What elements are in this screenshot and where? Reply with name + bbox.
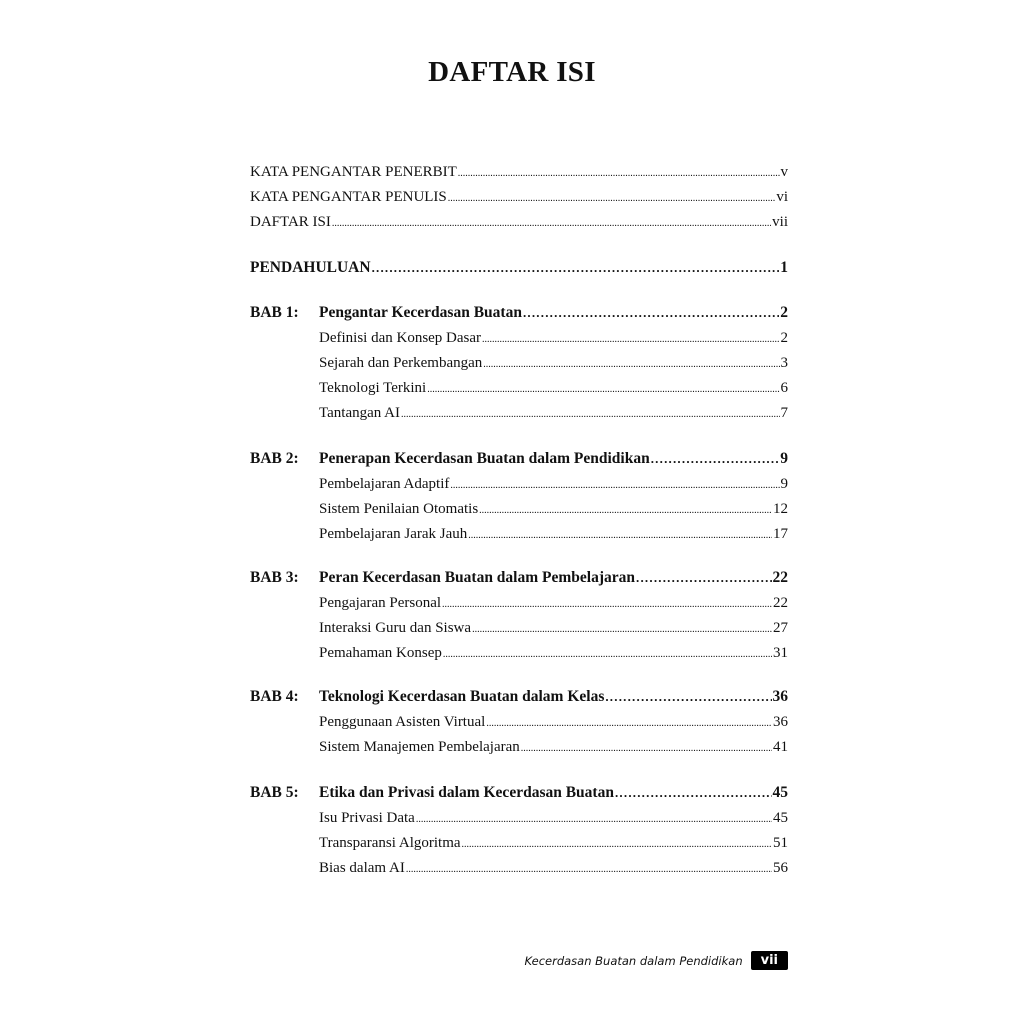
toc-entry-page: 7 [780,405,788,421]
dot-leader [401,403,779,425]
toc-entry-page: vi [776,189,788,205]
toc-entry-label: Sejarah dan Perkembangan [319,355,483,371]
dot-leader [462,833,772,855]
dot-leader [332,212,771,234]
toc-entry-label: Teknologi Terkini [319,380,427,396]
toc-section-entry[interactable] [319,737,788,757]
toc-entry-label: Transparansi Algoritma [319,835,461,851]
chapter-number: BAB 4: [250,688,299,705]
dot-leader [372,258,780,278]
toc-entry-label: Pemahaman Konsep [319,645,442,661]
dot-leader [406,858,772,880]
dot-leader [443,643,772,665]
toc-entry-page: 6 [780,380,788,396]
dot-leader [479,499,772,521]
toc-section-entry[interactable] [319,618,788,638]
toc-entry[interactable] [250,212,788,232]
toc-entry-page: v [780,164,788,180]
dot-leader [605,687,771,707]
toc-entry-intro[interactable] [250,258,788,278]
chapter-number: BAB 1: [250,304,299,321]
toc-section-entry[interactable] [319,378,788,398]
chapter-number: BAB 3: [250,569,299,586]
toc-entry-label: Pengajaran Personal [319,595,442,611]
dot-leader [450,474,779,496]
dot-leader [472,618,772,640]
toc-entry-page: 36 [773,714,788,730]
toc-chapter-entry[interactable] [319,303,788,323]
toc-entry-page: 56 [773,860,788,876]
toc-chapter-entry[interactable] [319,783,788,803]
toc-entry-label: Pembelajaran Jarak Jauh [319,526,468,542]
toc-entry-page: 3 [780,355,788,371]
page-title: DAFTAR ISI [428,56,596,88]
toc-entry-page: 9 [780,450,788,467]
toc-section-entry[interactable] [319,328,788,348]
dot-leader [523,303,779,323]
dot-leader [521,737,772,759]
toc-entry-page: 27 [773,620,788,636]
dot-leader [427,378,779,400]
dot-leader [486,712,772,734]
dot-leader [416,808,772,830]
toc-section-entry[interactable] [319,712,788,732]
toc-entry-label: KATA PENGANTAR PENERBIT [250,164,457,180]
toc-chapter-entry[interactable] [319,568,788,588]
toc-entry-label: Tantangan AI [319,405,401,421]
dot-leader [468,524,772,546]
toc-entry-page: 2 [780,304,788,321]
toc-entry-label: Definisi dan Konsep Dasar [319,330,482,346]
toc-entry-label: Isu Privasi Data [319,810,415,826]
toc-chapter-entry[interactable] [319,687,788,707]
toc-entry-label: PENDAHULUAN [250,259,371,276]
toc-entry-page: 22 [773,595,788,611]
toc-section-entry[interactable] [319,403,788,423]
toc-section-entry[interactable] [319,474,788,494]
toc-entry[interactable] [250,162,788,182]
dot-leader [483,353,779,375]
toc-entry[interactable] [250,187,788,207]
toc-section-entry[interactable] [319,833,788,853]
dot-leader [458,162,780,184]
toc-entry-page: 17 [773,526,788,542]
toc-entry-label: Teknologi Kecerdasan Buatan dalam Kelas [319,688,605,705]
toc-section-entry[interactable] [319,593,788,613]
toc-entry-label: Etika dan Privasi dalam Kecerdasan Buatan [319,784,614,801]
toc-entry-label: Sistem Penilaian Otomatis [319,501,479,517]
dot-leader [615,783,772,803]
toc-section-entry[interactable] [319,353,788,373]
toc-entry-label: Interaksi Guru dan Siswa [319,620,472,636]
page-footer [524,951,788,970]
toc-section-entry[interactable] [319,499,788,519]
toc-entry-page: vii [772,214,788,230]
toc-entry-page: 45 [773,810,788,826]
toc-entry-page: 31 [773,645,788,661]
toc-entry-page: 41 [773,739,788,755]
toc-chapter-entry[interactable] [319,449,788,469]
toc-section-entry[interactable] [319,808,788,828]
toc-entry-page: 51 [773,835,788,851]
toc-entry-label: Peran Kecerdasan Buatan dalam Pembelajaran [319,569,636,586]
chapter-number: BAB 5: [250,784,299,801]
dot-leader [651,449,780,469]
toc-entry-page: 12 [773,501,788,517]
toc-entry-page: 36 [772,688,788,705]
toc-entry-page: 9 [780,476,788,492]
dot-leader [482,328,779,350]
chapter-number: BAB 2: [250,450,299,467]
toc-entry-label: DAFTAR ISI [250,214,331,230]
toc-entry-label: Pembelajaran Adaptif [319,476,450,492]
toc-entry-label: Penggunaan Asisten Virtual [319,714,486,730]
footer-page-number: vii [751,951,788,970]
dot-leader [442,593,772,615]
toc-entry-page: 2 [780,330,788,346]
toc-entry-label: Pengantar Kecerdasan Buatan [319,304,522,321]
toc-entry-page: 1 [780,259,788,276]
footer-book-title: Kecerdasan Buatan dalam Pendidikan [524,953,743,968]
toc-entry-label: KATA PENGANTAR PENULIS [250,189,447,205]
toc-entry-label: Sistem Manajemen Pembelajaran [319,739,520,755]
dot-leader [636,568,771,588]
toc-entry-label: Bias dalam AI [319,860,405,876]
toc-entry-label: Penerapan Kecerdasan Buatan dalam Pendidikan [319,450,650,467]
dot-leader [448,187,776,209]
toc-section-entry[interactable] [319,858,788,878]
toc-section-entry[interactable] [319,643,788,663]
toc-section-entry[interactable] [319,524,788,544]
toc-entry-page: 22 [772,569,788,586]
toc-entry-page: 45 [772,784,788,801]
